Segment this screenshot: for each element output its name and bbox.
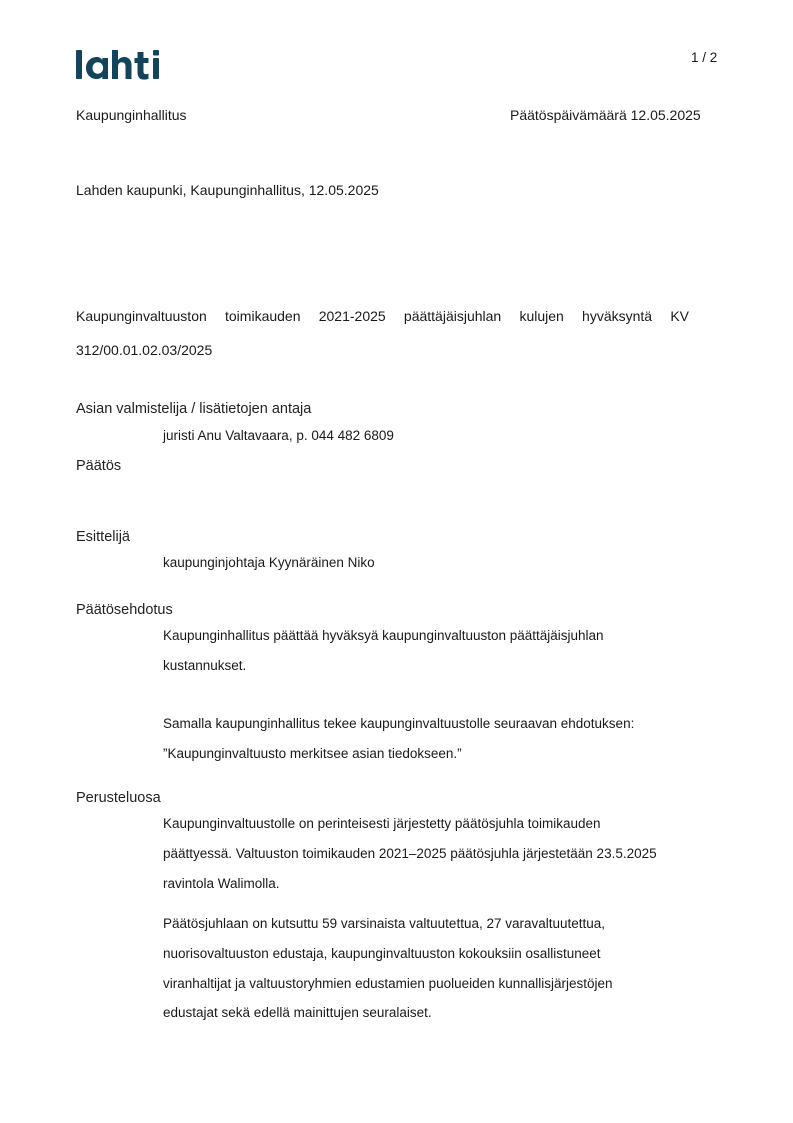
reasoning-p2-line1: Päätösjuhlaan on kutsuttu 59 varsinaista valtuutettua, 27 varavaltuutettua, [163, 916, 606, 931]
reasoning-heading: Perusteluosa [76, 790, 161, 806]
presenter-text: kaupunginjohtaja Kyynäräinen Niko [163, 555, 375, 570]
preparer-heading: Asian valmistelija / lisätietojen antaja [76, 401, 312, 417]
reasoning-p1-line2: päättyessä. Valtuuston toimikauden 2021–2025 päätösjuhla järjestetään 23.5.2025 [163, 846, 657, 861]
decision-date: Päätöspäivämäärä 12.05.2025 [510, 107, 701, 123]
lahti-logo-mark [75, 44, 170, 84]
proposal-p2-line1: Samalla kaupunginhallitus tekee kaupunginvaltuustolle seuraavan ehdotuksen: [163, 716, 635, 731]
presenter-heading: Esittelijä [76, 529, 130, 545]
preparer-text: juristi Anu Valtavaara, p. 044 482 6809 [163, 428, 394, 443]
page-number: 1 / 2 [691, 50, 718, 65]
proposal-p1-line2: kustannukset. [163, 658, 247, 673]
document-title-line1: Kaupunginvaltuuston toimikauden 2021-2025 päättäjäisjuhlan kulujen hyväksyntä KV [76, 308, 689, 324]
decision-heading: Päätös [76, 458, 122, 474]
document-title-line2: 312/00.01.02.03/2025 [76, 342, 213, 358]
reasoning-p2-line3: viranhaltijat ja valtuustoryhmien edustamien puolueiden kunnallisjärjestöjen [163, 976, 613, 991]
proposal-p2-line2: ”Kaupunginvaltuusto merkitsee asian tiedokseen.” [163, 746, 462, 761]
reasoning-p1-line1: Kaupunginvaltuustolle on perinteisesti järjestetty päätösjuhla toimikauden [163, 816, 601, 831]
reasoning-p2-line2: nuorisovaltuuston edustaja, kaupunginvaltuuston kokouksiin osallistuneet [163, 946, 601, 961]
meeting-line: Lahden kaupunki, Kaupunginhallitus, 12.05.2025 [76, 182, 379, 198]
reasoning-p1-line3: ravintola Walimolla. [163, 876, 280, 891]
proposal-p1-line1: Kaupunginhallitus päättää hyväksyä kaupunginvaltuuston päättäjäisjuhlan [163, 628, 604, 643]
proposal-heading: Päätösehdotus [76, 602, 173, 618]
lahti-logo [75, 44, 170, 84]
reasoning-p2-line4: edustajat sekä edellä mainittujen seuralaiset. [163, 1005, 432, 1020]
organ-name: Kaupunginhallitus [76, 107, 187, 123]
